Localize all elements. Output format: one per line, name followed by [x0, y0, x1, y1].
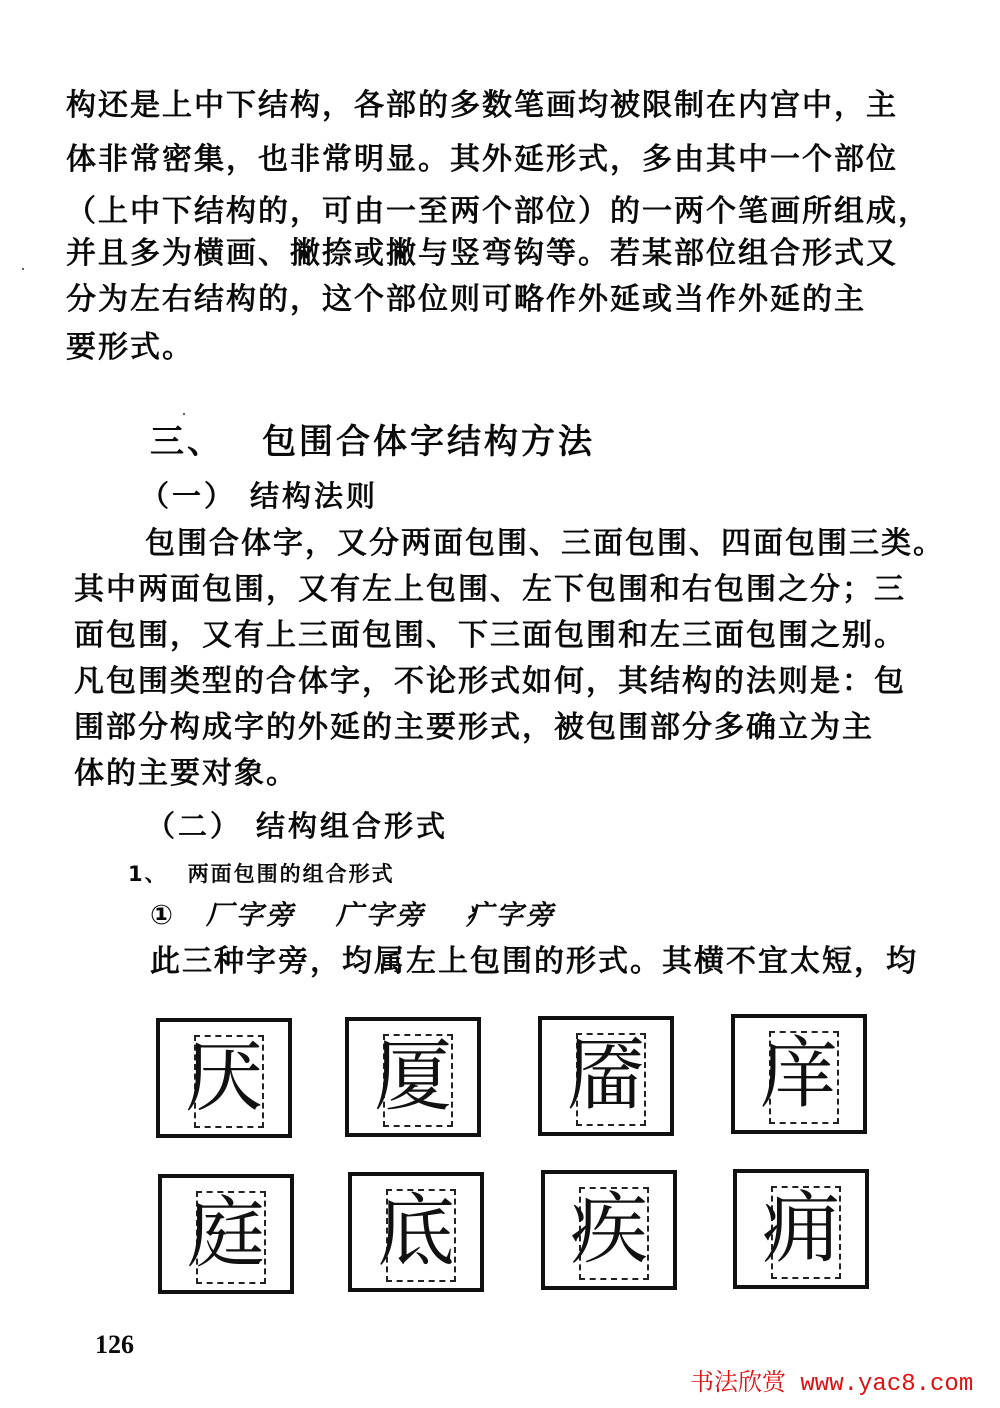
- character-glyph: 庭: [186, 1189, 265, 1279]
- watermark: 书法欣赏 www.yac8.com: [690, 1371, 974, 1398]
- paragraph1-line-5: 分为左右结构的，这个部位则可略作外延或当作外延的主: [66, 282, 866, 317]
- paragraph1-line-2: 体非常密集，也非常明显。其外延形式，多由其中一个部位: [66, 142, 898, 177]
- scan-speck: [22, 268, 24, 270]
- radical-label-3: 疒字旁: [465, 900, 556, 931]
- character-example-box: [733, 1169, 869, 1289]
- section-number: 三、: [150, 422, 224, 462]
- circled-number-marker: ①: [150, 900, 176, 931]
- subsection-1-number: （一）: [140, 479, 237, 513]
- character-example-box: [541, 1170, 677, 1290]
- paragraph2-line-2: 其中两面包围，又有左上包围、左下包围和右包围之分；三: [74, 572, 906, 607]
- page-number: 126: [95, 1330, 134, 1359]
- radical-label-2: 广字旁: [335, 900, 426, 931]
- character-glyph: 靥: [566, 1031, 645, 1121]
- subsection-2-heading: [146, 808, 448, 844]
- paragraph2-line-1: 包围合体字，又分两面包围、三面包围、四面包围三类。: [145, 526, 945, 561]
- paragraph3-line-1: 此三种字旁，均属左上包围的形式。其横不宜太短，均: [150, 944, 918, 979]
- character-example-box: [158, 1174, 294, 1294]
- paragraph1-line-6: 要形式。: [66, 330, 194, 365]
- character-glyph: 厌: [184, 1033, 263, 1123]
- subsection-1-heading: [140, 478, 378, 514]
- character-glyph: 底: [376, 1187, 455, 1277]
- subsection-2-number: （二）: [146, 809, 243, 843]
- section-title: 包围合体字结构方法: [262, 422, 595, 462]
- character-glyph: 庠: [759, 1029, 838, 1119]
- character-glyph: 厦: [373, 1032, 452, 1122]
- paragraph1-line-3: （上中下结构的，可由一至两个部位）的一两个笔画所组成，: [66, 194, 930, 229]
- radical-label-1: 厂字旁: [205, 900, 296, 931]
- section-heading: [150, 424, 595, 460]
- paragraph2-line-4: 凡包围类型的合体字，不论形式如何，其结构的法则是：包: [74, 664, 906, 699]
- radicals-line: [150, 898, 556, 934]
- character-example-box: [348, 1172, 484, 1292]
- character-glyph: 痈: [761, 1184, 840, 1274]
- character-glyph: 疾: [569, 1185, 648, 1275]
- paragraph1-line-1: 构还是上中下结构，各部的多数笔画均被限制在内宫中，主: [66, 88, 898, 123]
- scan-speck: [183, 413, 185, 415]
- paragraph2-line-6: 体的主要对象。: [74, 756, 298, 791]
- paragraph2-line-3: 面包围，又有上三面包围、下三面包围和左三面包围之别。: [74, 618, 906, 653]
- paragraph2-line-5: 围部分构成字的外延的主要形式，被包围部分多确立为主: [74, 710, 874, 745]
- item-1-title: 两面包围的组合形式: [187, 862, 395, 886]
- character-example-box: [345, 1017, 481, 1137]
- character-example-box: [731, 1014, 867, 1134]
- item-1-number: 1、: [128, 862, 168, 886]
- paragraph1-line-4: 并且多为横画、撇捺或撇与竖弯钩等。若某部位组合形式又: [66, 236, 898, 271]
- subsection-2-title: 结构组合形式: [256, 809, 449, 843]
- subsection-1-title: 结构法则: [250, 479, 379, 513]
- item-1-heading: [128, 856, 395, 892]
- character-example-box: [538, 1016, 674, 1136]
- character-example-box: [156, 1018, 292, 1138]
